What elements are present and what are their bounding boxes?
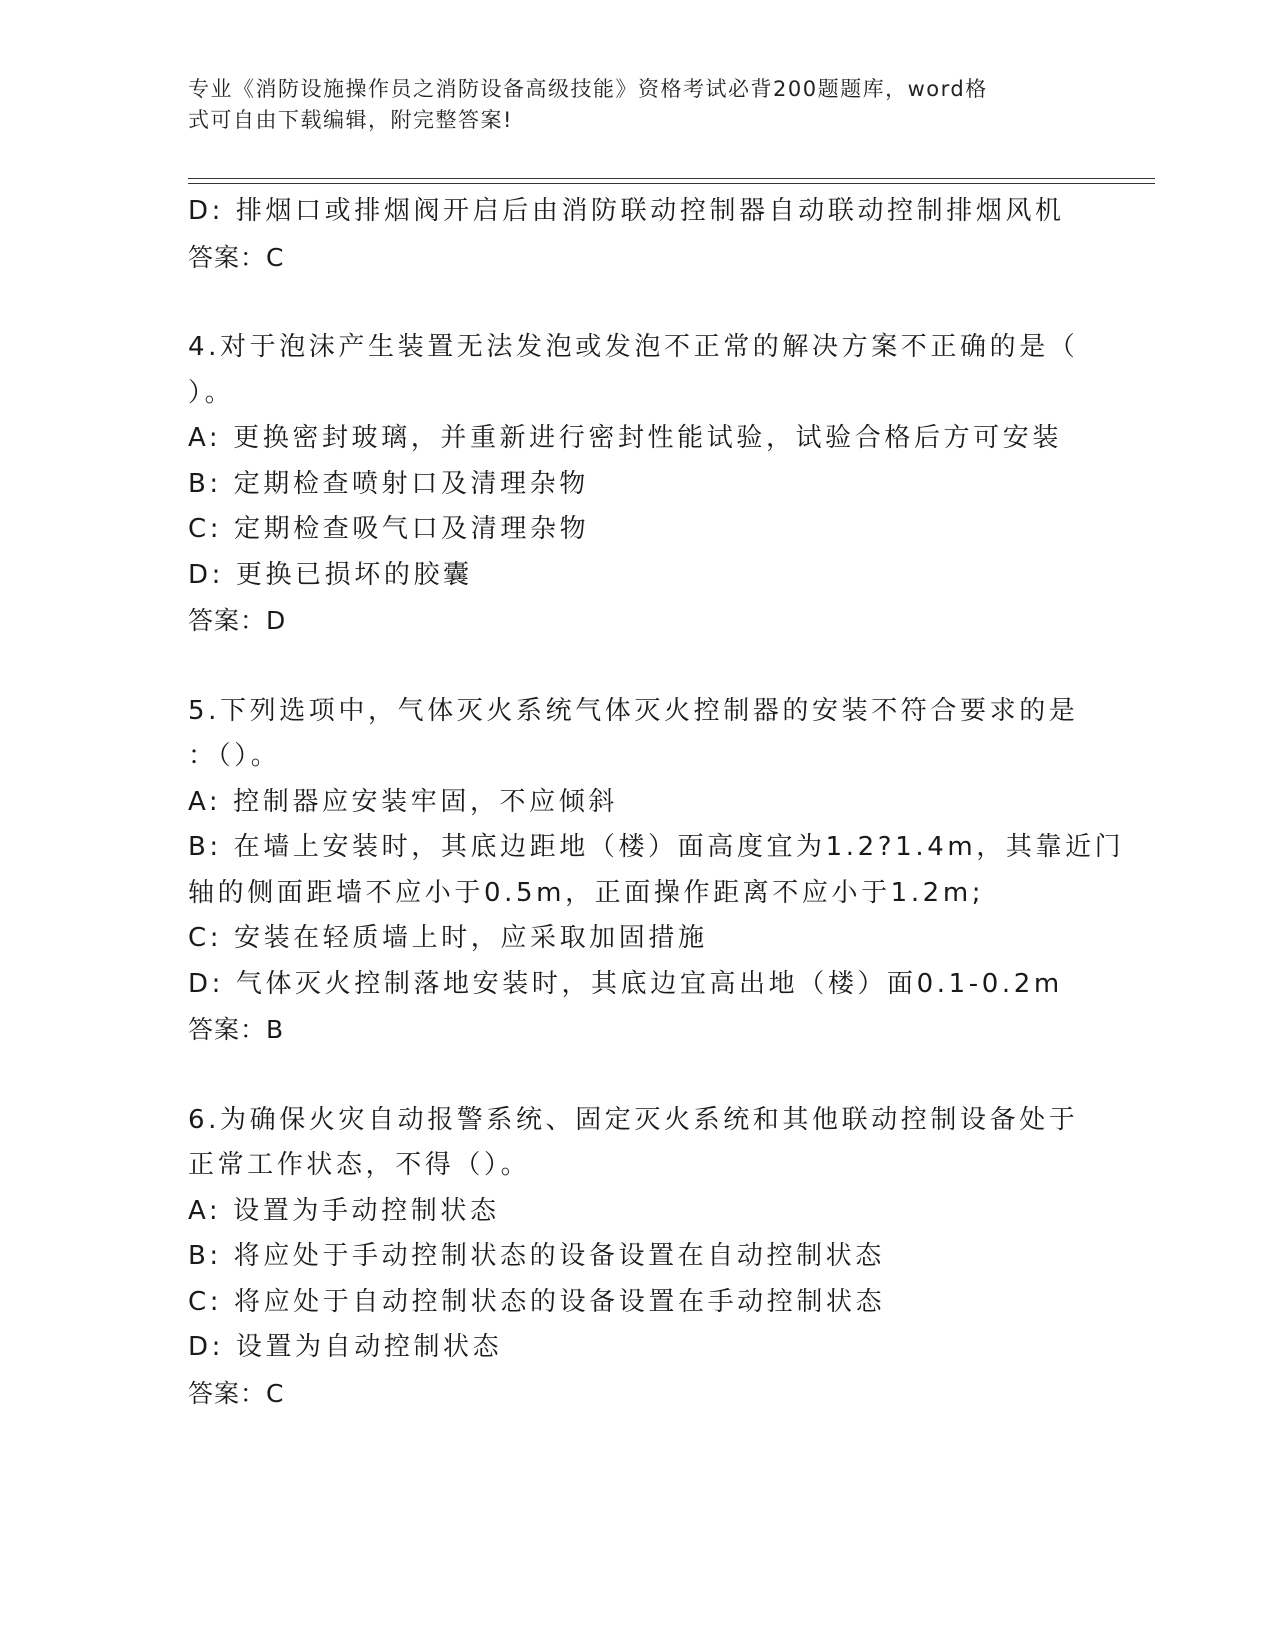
answer: 答案：B [188,1015,285,1044]
option-a: A: 控制器应安装牢固，不应倾斜 [188,786,618,817]
question-5 [188,689,1125,1053]
option-a: A: 设置为手动控制状态 [188,1195,500,1226]
question-6 [188,1098,1088,1417]
document-header [188,74,1088,136]
answer: 答案：D [188,606,287,635]
question-text-line-2: 正常工作状态，不得（）。 [188,1150,531,1180]
header-divider-bottom [188,183,1155,184]
option-b: B: 定期检查喷射口及清理杂物 [188,468,589,499]
option-a: A: 更换密封玻璃，并重新进行密封性能试验，试验合格后方可安装 [188,423,1062,453]
option-d: D: 排烟口或排烟阀开启后由消防联动控制器自动联动控制排烟风机 [188,196,1065,226]
question-text-line-1: 6.为确保火灾自动报警系统、固定灭火系统和其他联动控制设备处于 [188,1104,1079,1135]
question-list [188,189,1125,1416]
question-text-line-2: ）。 [188,377,235,408]
header-divider-top [188,178,1155,179]
option-d: D: 设置为自动控制状态 [188,1332,503,1362]
question-text-line-2: ：（）。 [188,741,281,771]
option-c: C: 将应处于自动控制状态的设备设置在手动控制状态 [188,1286,886,1317]
question-3 [188,189,1088,280]
option-c: C: 安装在轻质墙上时，应采取加固措施 [188,923,708,953]
question-4 [188,325,1088,644]
option-b: B: 将应处于手动控制状态的设备设置在自动控制状态 [188,1241,885,1271]
option-b-line-2: 轴的侧面距墙不应小于0.5m，正面操作距离不应小于1.2m; [188,877,985,908]
option-c: C: 定期检查吸气口及清理杂物 [188,514,590,544]
header-title-line-2: 式可自由下载编辑，附完整答案! [188,108,513,132]
option-d: D: 更换已损坏的胶囊 [188,559,473,590]
question-text-line-1: 4.对于泡沫产生装置无法发泡或发泡不正常的解决方案不正确的是（ [188,332,1079,362]
header-title-line-1: 专业《消防设施操作员之消防设备高级技能》资格考试必背200题题库，word格 [188,77,988,101]
question-text-line-1: 5.下列选项中，气体灭火系统气体灭火控制器的安装不符合要求的是 [188,695,1079,726]
option-d: D: 气体灭火控制落地安装时，其底边宜高出地（楼）面0.1-0.2m [188,968,1063,999]
option-b-line-1: B: 在墙上安装时，其底边距地（楼）面高度宜为1.2?1.4m，其靠近门 [188,832,1125,862]
answer: 答案：C [188,242,285,272]
answer: 答案：C [188,1378,285,1408]
